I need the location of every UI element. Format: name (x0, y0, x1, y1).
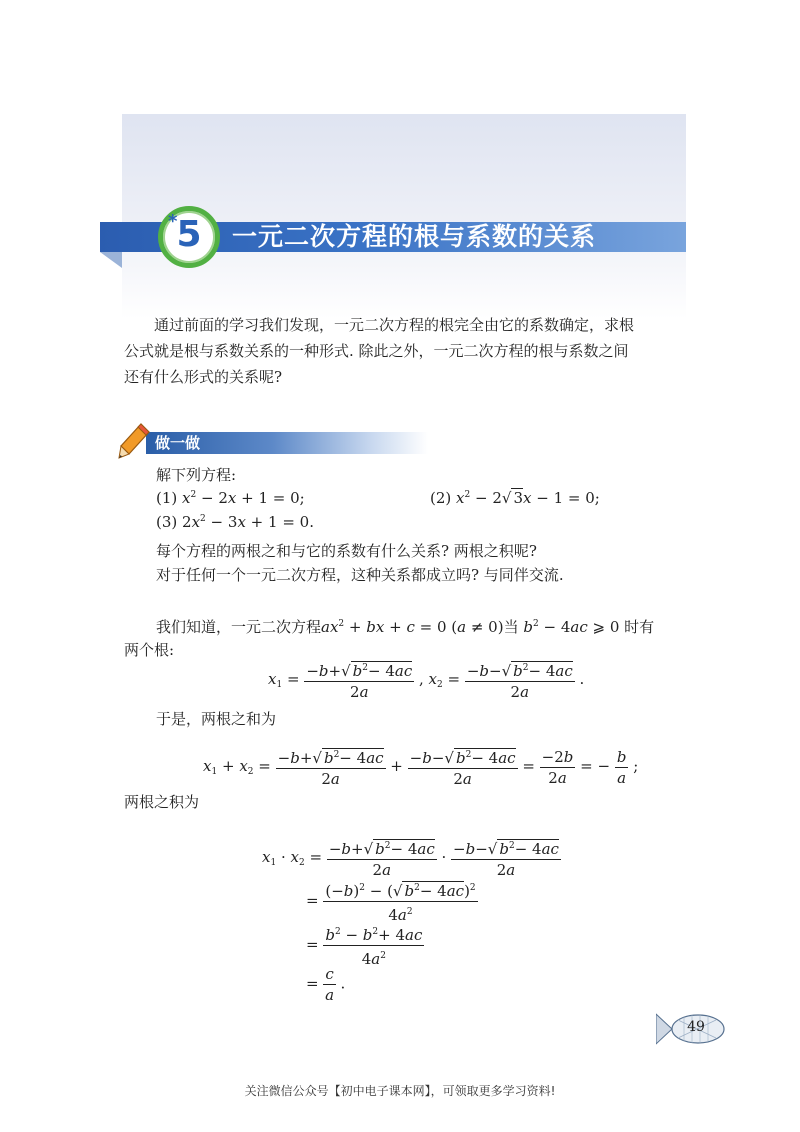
body-line-1-suffix: 时有 (624, 618, 655, 636)
item-3-label: (3) (156, 513, 178, 531)
product-formula-line-4: = $\frac{c}{a}$ . (306, 965, 346, 1004)
page-number: 49 (687, 1019, 705, 1035)
sum-intro: 于是，两根之和为 (156, 710, 277, 728)
section-number-badge (158, 206, 220, 268)
body-line-1: 我们知道，一元二次方程$ax^2$ + bx + c = 0 (a ≠ 0)当 $b^2 - 4ac$ ⩾ 0 时有 (156, 618, 655, 636)
intro-line-3: 还有什么形式的关系呢? (124, 368, 283, 386)
equation-item-1: (1) $x^2 - 2x + 1 = 0$; (156, 489, 305, 507)
product-formula-line-2: = $\frac{(-b)^2 - (√ b^2- 4ac)^2}{4a^2}$ (306, 878, 478, 925)
item-1-label: (1) (156, 489, 178, 507)
product-formula-line-1: $x_1 \cdot x_2$ = $\frac{-b+√ b^2- 4ac}{2a}$ · $\frac{-b-√ b^2- 4ac}{2a}$ (262, 836, 561, 880)
body-line-1-when: 当 (503, 618, 519, 636)
optional-section-star: * (168, 211, 178, 232)
intro-line-2: 公式就是根与系数关系的一种形式. 除此之外，一元二次方程的根与系数之间 (124, 342, 629, 360)
product-formula-line-3: = $\frac{b^2 - b^2+ 4ac}{4a^2}$ (306, 922, 424, 969)
pencil-icon (117, 422, 151, 460)
sum-formula: $x_1 + x_2$ = $\frac{-b+√ b^2- 4ac}{2a}$ + $\frac{-b-√ b^2- 4ac}{2a}$ = $\frac{-2b}{2a}$ = − $\frac{b}{a}$ ; (203, 745, 638, 789)
activity-question-2: 对于任何一个一元二次方程，这种关系都成立吗? 与同伴交流. (156, 566, 564, 584)
roots-formula: $x_1$ = $\frac{-b+√ b^2- 4ac}{2a}$ , $x_2$ = $\frac{-b-√ b^2- 4ac}{2a}$ . (268, 658, 584, 702)
title-strip-tail (100, 252, 122, 268)
equation-item-3: (3) $2x^2 - 3x + 1 = 0$. (156, 513, 314, 531)
footer-note: 关注微信公众号【初中电子课本网】，可领取更多学习资料! (244, 1084, 556, 1098)
activity-question-1: 每个方程的两根之和与它的系数有什么关系? 两根之积呢? (156, 542, 537, 560)
body-line-2: 两个根: (124, 641, 175, 659)
intro-line-1: 通过前面的学习我们发现，一元二次方程的根完全由它的系数确定，求根 (154, 316, 635, 334)
body-line-1-prefix: 我们知道，一元二次方程 (156, 618, 322, 636)
item-2-label: (2) (430, 489, 452, 507)
product-intro: 两根之积为 (124, 793, 200, 811)
activity-instruction: 解下列方程: (156, 466, 237, 484)
section-title: 一元二次方程的根与系数的关系 (232, 222, 597, 251)
equation-item-2: (2) $x^2 - 2√$ 3x − 1 = 0; (430, 489, 600, 507)
activity-label: 做一做 (155, 434, 201, 452)
section-number: 5 (176, 214, 202, 255)
